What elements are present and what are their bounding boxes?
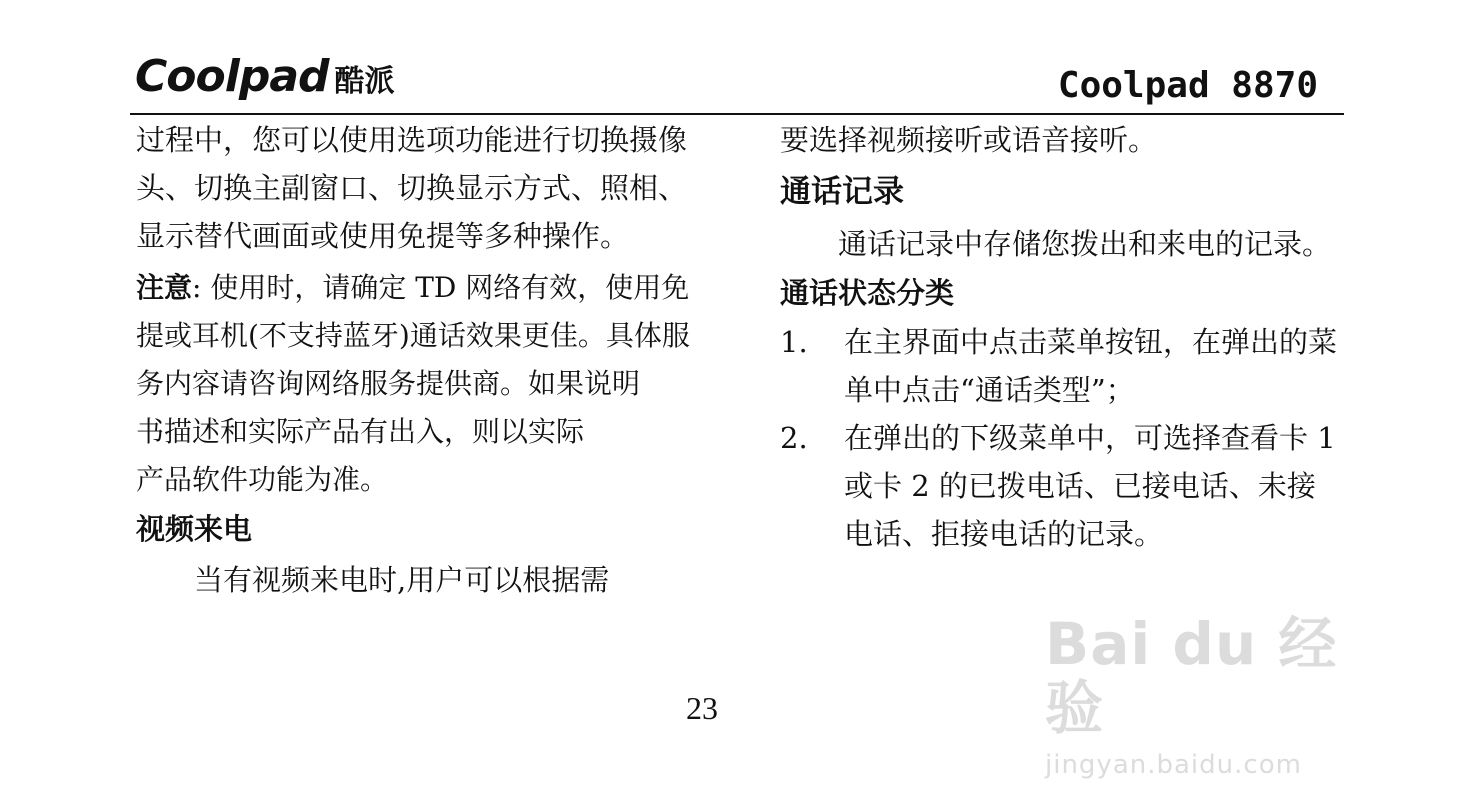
note-paragraph [136,264,696,408]
logo-text: Coolpad [135,51,329,102]
note-text-line-2: 书描述和实际产品有出入，则以实际 [136,415,585,448]
heading-call-log: 通话记录 [780,174,904,210]
call-log-paragraph: 通话记录中存储您拨出和来电的记录。 [838,227,1332,261]
list-item [780,318,1340,414]
list-item [780,414,1340,558]
step-number: 1. [780,325,808,359]
step-number: 2. [780,421,808,455]
step-text: 在弹出的下级菜单中，可选择查看卡 1 或卡 2 的已拨电话、已接电话、未接电话、拒接电话的记录。 [844,421,1336,551]
heading-call-status: 通话状态分类 [780,276,955,310]
watermark-brand: Bai du 经验 [1045,610,1338,742]
model-title: Coolpad 8870 [1057,65,1318,106]
header-divider [130,113,1344,115]
step-text: 在主界面中点击菜单按钮，在弹出的菜单中点击“通话类型”； [844,325,1338,407]
note-text: : 使用时，请确定 TD 网络有效，使用免提或耳机(不支持蓝牙)通话效果更佳。具体服务内容请咨询网络服务提供商。如果说明 [136,271,690,400]
note-label: 注意 [136,271,193,304]
note-text-line-3: 产品软件功能为准。 [136,463,389,496]
video-call-paragraph: 当有视频来电时,用户可以根据需 [194,563,610,597]
coolpad-logo [135,52,395,107]
logo-cn-text: 酷派 [334,64,395,99]
right-column [780,116,1340,558]
heading-video-call: 视频来电 [136,512,253,546]
page-number: 23 [686,690,718,726]
continuation-paragraph: 要选择视频接听或语音接听。 [780,123,1158,157]
steps-list [780,318,1340,558]
watermark-url: jingyan.baidu.com [1045,750,1302,780]
baidu-jingyan-watermark [1045,610,1385,780]
intro-paragraph: 过程中，您可以使用选项功能进行切换摄像头、切换主副窗口、切换显示方式、照相、显示替代画面或使用免提等多种操作。 [136,123,688,253]
left-column [136,116,696,604]
